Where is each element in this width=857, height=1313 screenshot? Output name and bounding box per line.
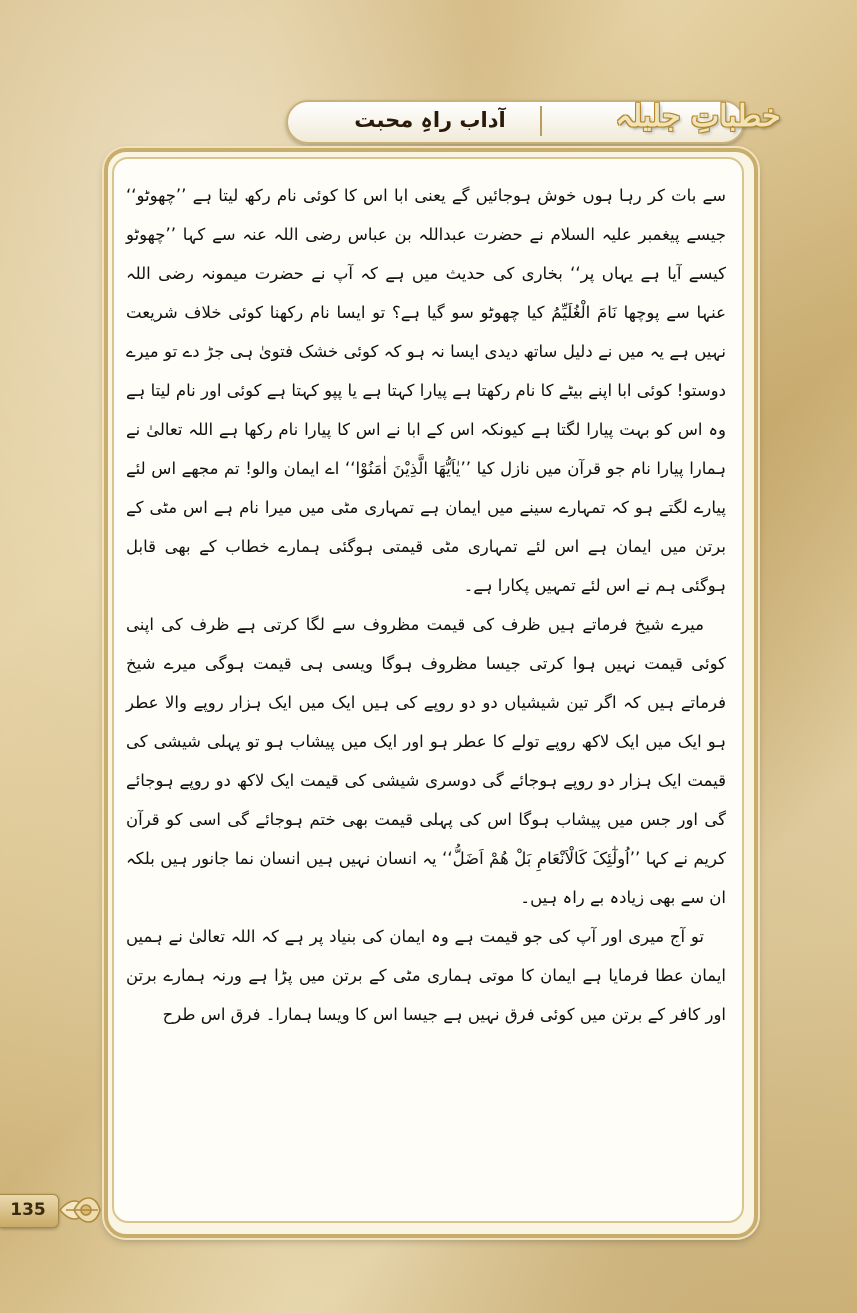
- chapter-title: آداب راہِ محبت: [354, 108, 506, 132]
- header-divider: [540, 106, 542, 136]
- paragraph-2: میرے شیخ فرماتے ہیں ظرف کی قیمت مظروف سے لگا کرتی ہے ظرف کی اپنی کوئی قیمت نہیں ہوا کرتی جیسا مظروف ہوگا ویسی ہی قیمت ہوگی میرے شیخ فرماتے ہیں کہ اگر تین شیشیاں دو دو روپے کی ہیں ایک میں ایک ہزار روپے والا عطر ہو ایک میں ایک لاکھ روپے تولے کا عطر ہو اور ایک میں پیشاب ہو تو پہلی شیشی کی قیمت ایک ہزار دو روپے ہوجائے گی دوسری شیشی کی قیمت ایک لاکھ دو روپے ہوجائے گی اور جس میں پیشاب ہوگا اس کی پہلی قیمت بھی ختم ہوجائے گی اسی کو قرآن کریم نے کہا ’’اُولٰٓئِکَ کَالْاَنْعَامِ بَلْ ھُمْ اَضَلُّ‘‘ یہ انسان نہیں ہیں انسان نما جانور ہیں بلکہ ان سے بھی زیادہ بے راہ ہیں۔: [126, 615, 726, 907]
- paragraph-3: تو آج میری اور آپ کی جو قیمت ہے وہ ایمان کی بنیاد پر ہے کہ اللہ تعالیٰ نے ہمیں ایمان عطا فرمایا ہے ایمان کا موتی ہماری مٹی کے برتن میں پڑا ہے ورنہ ہمارے برتن اور کافر کے برتن میں کوئی فرق نہیں ہے جیسا اس کا ویسا ہمارا۔ فرق اس طرح: [126, 927, 726, 1024]
- body-text: [126, 176, 726, 1206]
- paragraph-1: سے بات کر رہا ہوں خوش ہوجائیں گے یعنی ابا اس کا کوئی نام رکھ لیتا ہے ’’چھوٹو‘‘ جیسے پیغمبر علیہ السلام نے حضرت عبداللہ بن عباس رضی اللہ عنہ سے کہا ’’چھوٹو کیسے آیا ہے یہاں پر‘‘ بخاری کی حدیث میں ہے کہ آپ نے حضرت میمونہ رضی اللہ عنہا سے پوچھا نَامَ الْغُلَیِّمُ کیا چھوٹو سو گیا ہے؟ تو ایسا نام رکھنا کوئی خلاف شریعت نہیں ہے یہ میں نے دلیل ساتھ دیدی ایسا نہ ہو کہ کوئی خشک فتویٰ ہی جڑ دے تو میرے دوستو! کوئی ابا اپنے بیٹے کا نام رکھتا ہے پیارا کہتا ہے یا پپو کہتا ہے کوئی اور نام لیتا ہے وہ اس کو بہت پیارا لگتا ہے کیونکہ اس کے ابا نے اس کا پیارا نام رکھا ہے اللہ تعالیٰ نے ہمارا پیارا نام جو قرآن میں نازل کیا ’’یٰاَیُّھَا الَّذِیْنَ اٰمَنُوْا‘‘ اے ایمان والو! تم مجھے اس لئے پیارے لگتے ہو کہ تمہارے سینے میں ایمان ہے تمہاری مٹی میں میرا نام ہے اس مٹی کے برتن میں ایمان ہے اس لئے تمہاری مٹی قیمتی ہوگئی ہمارے خطاب کے بھی قابل ہوگئی ہم نے اس لئے تمہیں پکارا ہے۔: [126, 186, 726, 595]
- floral-ornament-icon: [56, 1188, 104, 1232]
- page-number: 135: [10, 1200, 46, 1220]
- book-title: خطباتِ جلیلہ: [615, 99, 781, 134]
